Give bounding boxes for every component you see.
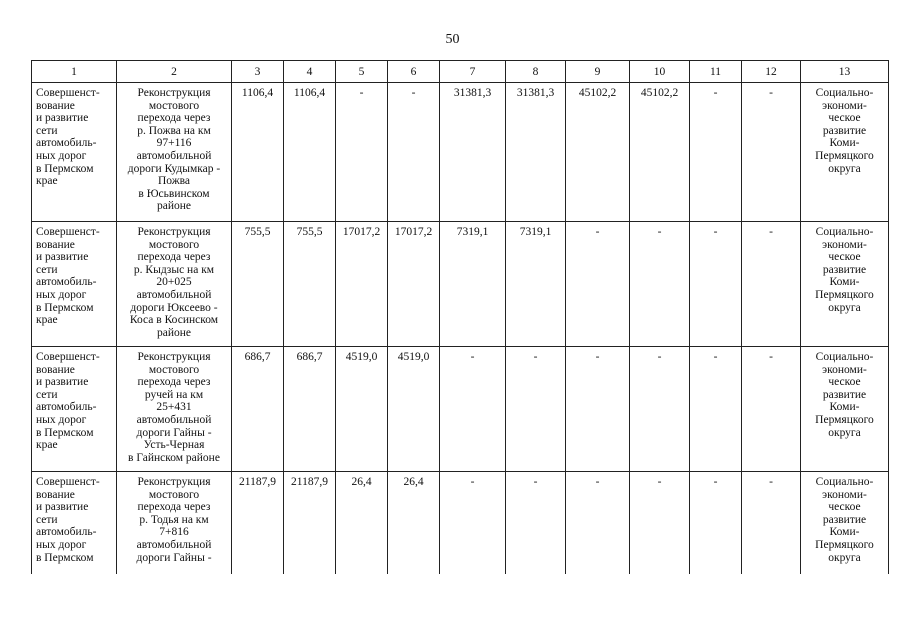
- table-row: [32, 83, 889, 222]
- column-header: 4: [284, 61, 336, 83]
- column-header: 3: [232, 61, 284, 83]
- value-cell: 21187,9: [232, 472, 284, 575]
- value-cell: -: [630, 347, 690, 472]
- value-cell: 4519,0: [336, 347, 388, 472]
- value-cell: -: [566, 472, 630, 575]
- column-header: 7: [440, 61, 506, 83]
- value-cell: -: [440, 347, 506, 472]
- value-cell: 755,5: [232, 222, 284, 347]
- value-cell: 1106,4: [284, 83, 336, 222]
- value-cell: -: [690, 472, 742, 575]
- value-cell: 7319,1: [506, 222, 566, 347]
- result-cell: Социально- экономи- ческое развитие Коми- Пермяцкого округа: [801, 222, 889, 347]
- value-cell: 26,4: [388, 472, 440, 575]
- value-cell: 755,5: [284, 222, 336, 347]
- value-cell: -: [566, 347, 630, 472]
- task-cell: Совершенст- вование и развитие сети автомобиль- ных дорог в Пермском крае: [32, 83, 117, 222]
- value-cell: -: [742, 472, 801, 575]
- task-cell: Совершенст- вование и развитие сети автомобиль- ных дорог в Пермском крае: [32, 347, 117, 472]
- value-cell: 17017,2: [336, 222, 388, 347]
- result-cell: Социально- экономи- ческое развитие Коми- Пермяцкого округа: [801, 472, 889, 575]
- value-cell: -: [630, 222, 690, 347]
- column-header: 6: [388, 61, 440, 83]
- column-header: 12: [742, 61, 801, 83]
- value-cell: -: [566, 222, 630, 347]
- value-cell: -: [630, 472, 690, 575]
- value-cell: -: [506, 347, 566, 472]
- column-header: 11: [690, 61, 742, 83]
- program-table: [31, 60, 889, 574]
- column-header: 8: [506, 61, 566, 83]
- event-cell: Реконструкция мостового перехода через р. Кыдзыс на км 20+025 автомобильной дороги Юксеево - Коса в Косинском районе: [117, 222, 232, 347]
- value-cell: 4519,0: [388, 347, 440, 472]
- value-cell: 31381,3: [440, 83, 506, 222]
- value-cell: 45102,2: [566, 83, 630, 222]
- task-cell: Совершенст- вование и развитие сети автомобиль- ных дорог в Пермском крае: [32, 222, 117, 347]
- column-header: 1: [32, 61, 117, 83]
- value-cell: -: [336, 83, 388, 222]
- result-cell: Социально- экономи- ческое развитие Коми- Пермяцкого округа: [801, 83, 889, 222]
- table-row: [32, 472, 889, 575]
- value-cell: -: [690, 347, 742, 472]
- result-cell: Социально- экономи- ческое развитие Коми- Пермяцкого округа: [801, 347, 889, 472]
- header-row: [32, 61, 889, 83]
- value-cell: -: [742, 83, 801, 222]
- page-number: 50: [445, 32, 460, 47]
- value-cell: 686,7: [232, 347, 284, 472]
- value-cell: -: [742, 347, 801, 472]
- value-cell: 686,7: [284, 347, 336, 472]
- value-cell: 1106,4: [232, 83, 284, 222]
- event-cell: Реконструкция мостового перехода через ручей на км 25+431 автомобильной дороги Гайны - Усть-Черная в Гайнском районе: [117, 347, 232, 472]
- value-cell: 7319,1: [440, 222, 506, 347]
- column-header: 2: [117, 61, 232, 83]
- value-cell: -: [742, 222, 801, 347]
- task-cell: Совершенст- вование и развитие сети автомобиль- ных дорог в Пермском: [32, 472, 117, 575]
- column-header: 5: [336, 61, 388, 83]
- value-cell: 26,4: [336, 472, 388, 575]
- table-row: [32, 222, 889, 347]
- table-row: [32, 347, 889, 472]
- column-header: 9: [566, 61, 630, 83]
- value-cell: -: [440, 472, 506, 575]
- value-cell: -: [690, 83, 742, 222]
- value-cell: -: [690, 222, 742, 347]
- value-cell: -: [388, 83, 440, 222]
- event-cell: Реконструкция мостового перехода через р. Тодья на км 7+816 автомобильной дороги Гайны -: [117, 472, 232, 575]
- value-cell: 21187,9: [284, 472, 336, 575]
- event-cell: Реконструкция мостового перехода через р. Пожва на км 97+116 автомобильной дороги Кудымкар - Пожва в Юсьвинском районе: [117, 83, 232, 222]
- value-cell: 45102,2: [630, 83, 690, 222]
- value-cell: 17017,2: [388, 222, 440, 347]
- value-cell: -: [506, 472, 566, 575]
- column-header: 10: [630, 61, 690, 83]
- column-header: 13: [801, 61, 889, 83]
- value-cell: 31381,3: [506, 83, 566, 222]
